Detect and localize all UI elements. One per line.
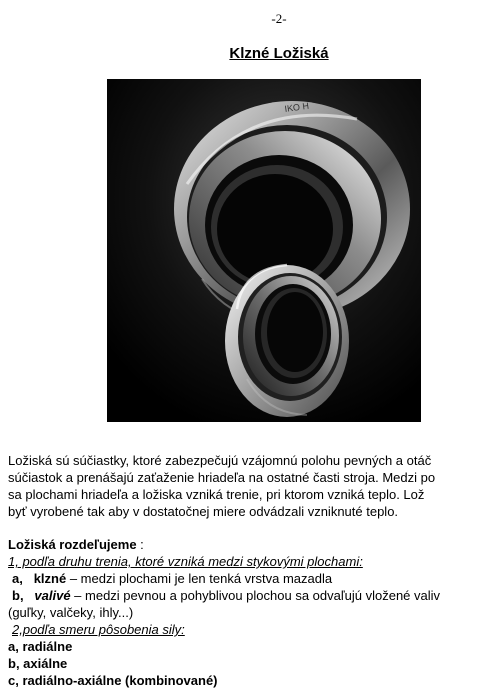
bearing-illustration <box>107 79 421 422</box>
bearing-photo <box>107 79 421 422</box>
group1-item-b-continuation: (guľky, valčeky, ihly...) <box>8 605 134 620</box>
group2-title: 2,podľa smeru pôsobenia sily: <box>12 622 185 637</box>
group1-title: 1, podľa druhu trenia, ktoré vzniká medzi stykovými plochami: <box>8 554 363 569</box>
group2-item-a: a, radiálne <box>8 639 73 654</box>
classification-heading <box>8 536 482 553</box>
classification-heading-suffix: : <box>136 537 144 552</box>
body-text <box>8 452 482 689</box>
ring-marking-text: IKO H <box>283 100 310 114</box>
group1-item-b-prefix: b, <box>12 588 24 603</box>
group2-item-c: c, radiálno-axiálne (kombinované) <box>8 673 218 688</box>
group2-item-b: b, axiálne <box>8 656 68 671</box>
group1-item-b-text: – medzi pevnou a pohyblivou plochou sa odvaľujú vložené valiv <box>70 588 441 603</box>
group1-item-a <box>8 570 482 587</box>
intro-line-2: súčiastok a prenášajú zaťaženie hriadeľa na ostatné časti stroja. Medzi po <box>8 470 436 485</box>
classification-heading-text: Ložiská rozdeľujeme <box>8 537 137 552</box>
group1-item-a-prefix: a, <box>12 571 23 586</box>
intro-line-4: byť vyrobené tak aby v dostatočnej miere odvádzali vzniknuté teplo. <box>8 504 399 519</box>
group1-item-a-text: – medzi plochami je len tenká vrstva mazadla <box>66 571 333 586</box>
group1-item-b <box>8 587 482 604</box>
intro-line-1: Ložiská sú súčiastky, ktoré zabezpečujú vzájomnú polohu pevných a otáč <box>8 453 432 468</box>
intro-line-3: sa plochami hriadeľa a ložiska vzniká trenie, pri ktorom vzniká teplo. Lož <box>8 487 425 502</box>
page-number: -2- <box>271 11 287 26</box>
group1-item-b-term: valivé <box>34 588 71 603</box>
group1-item-a-term: klzné <box>33 571 67 586</box>
page-title: Klzné Ložiská <box>229 45 329 62</box>
